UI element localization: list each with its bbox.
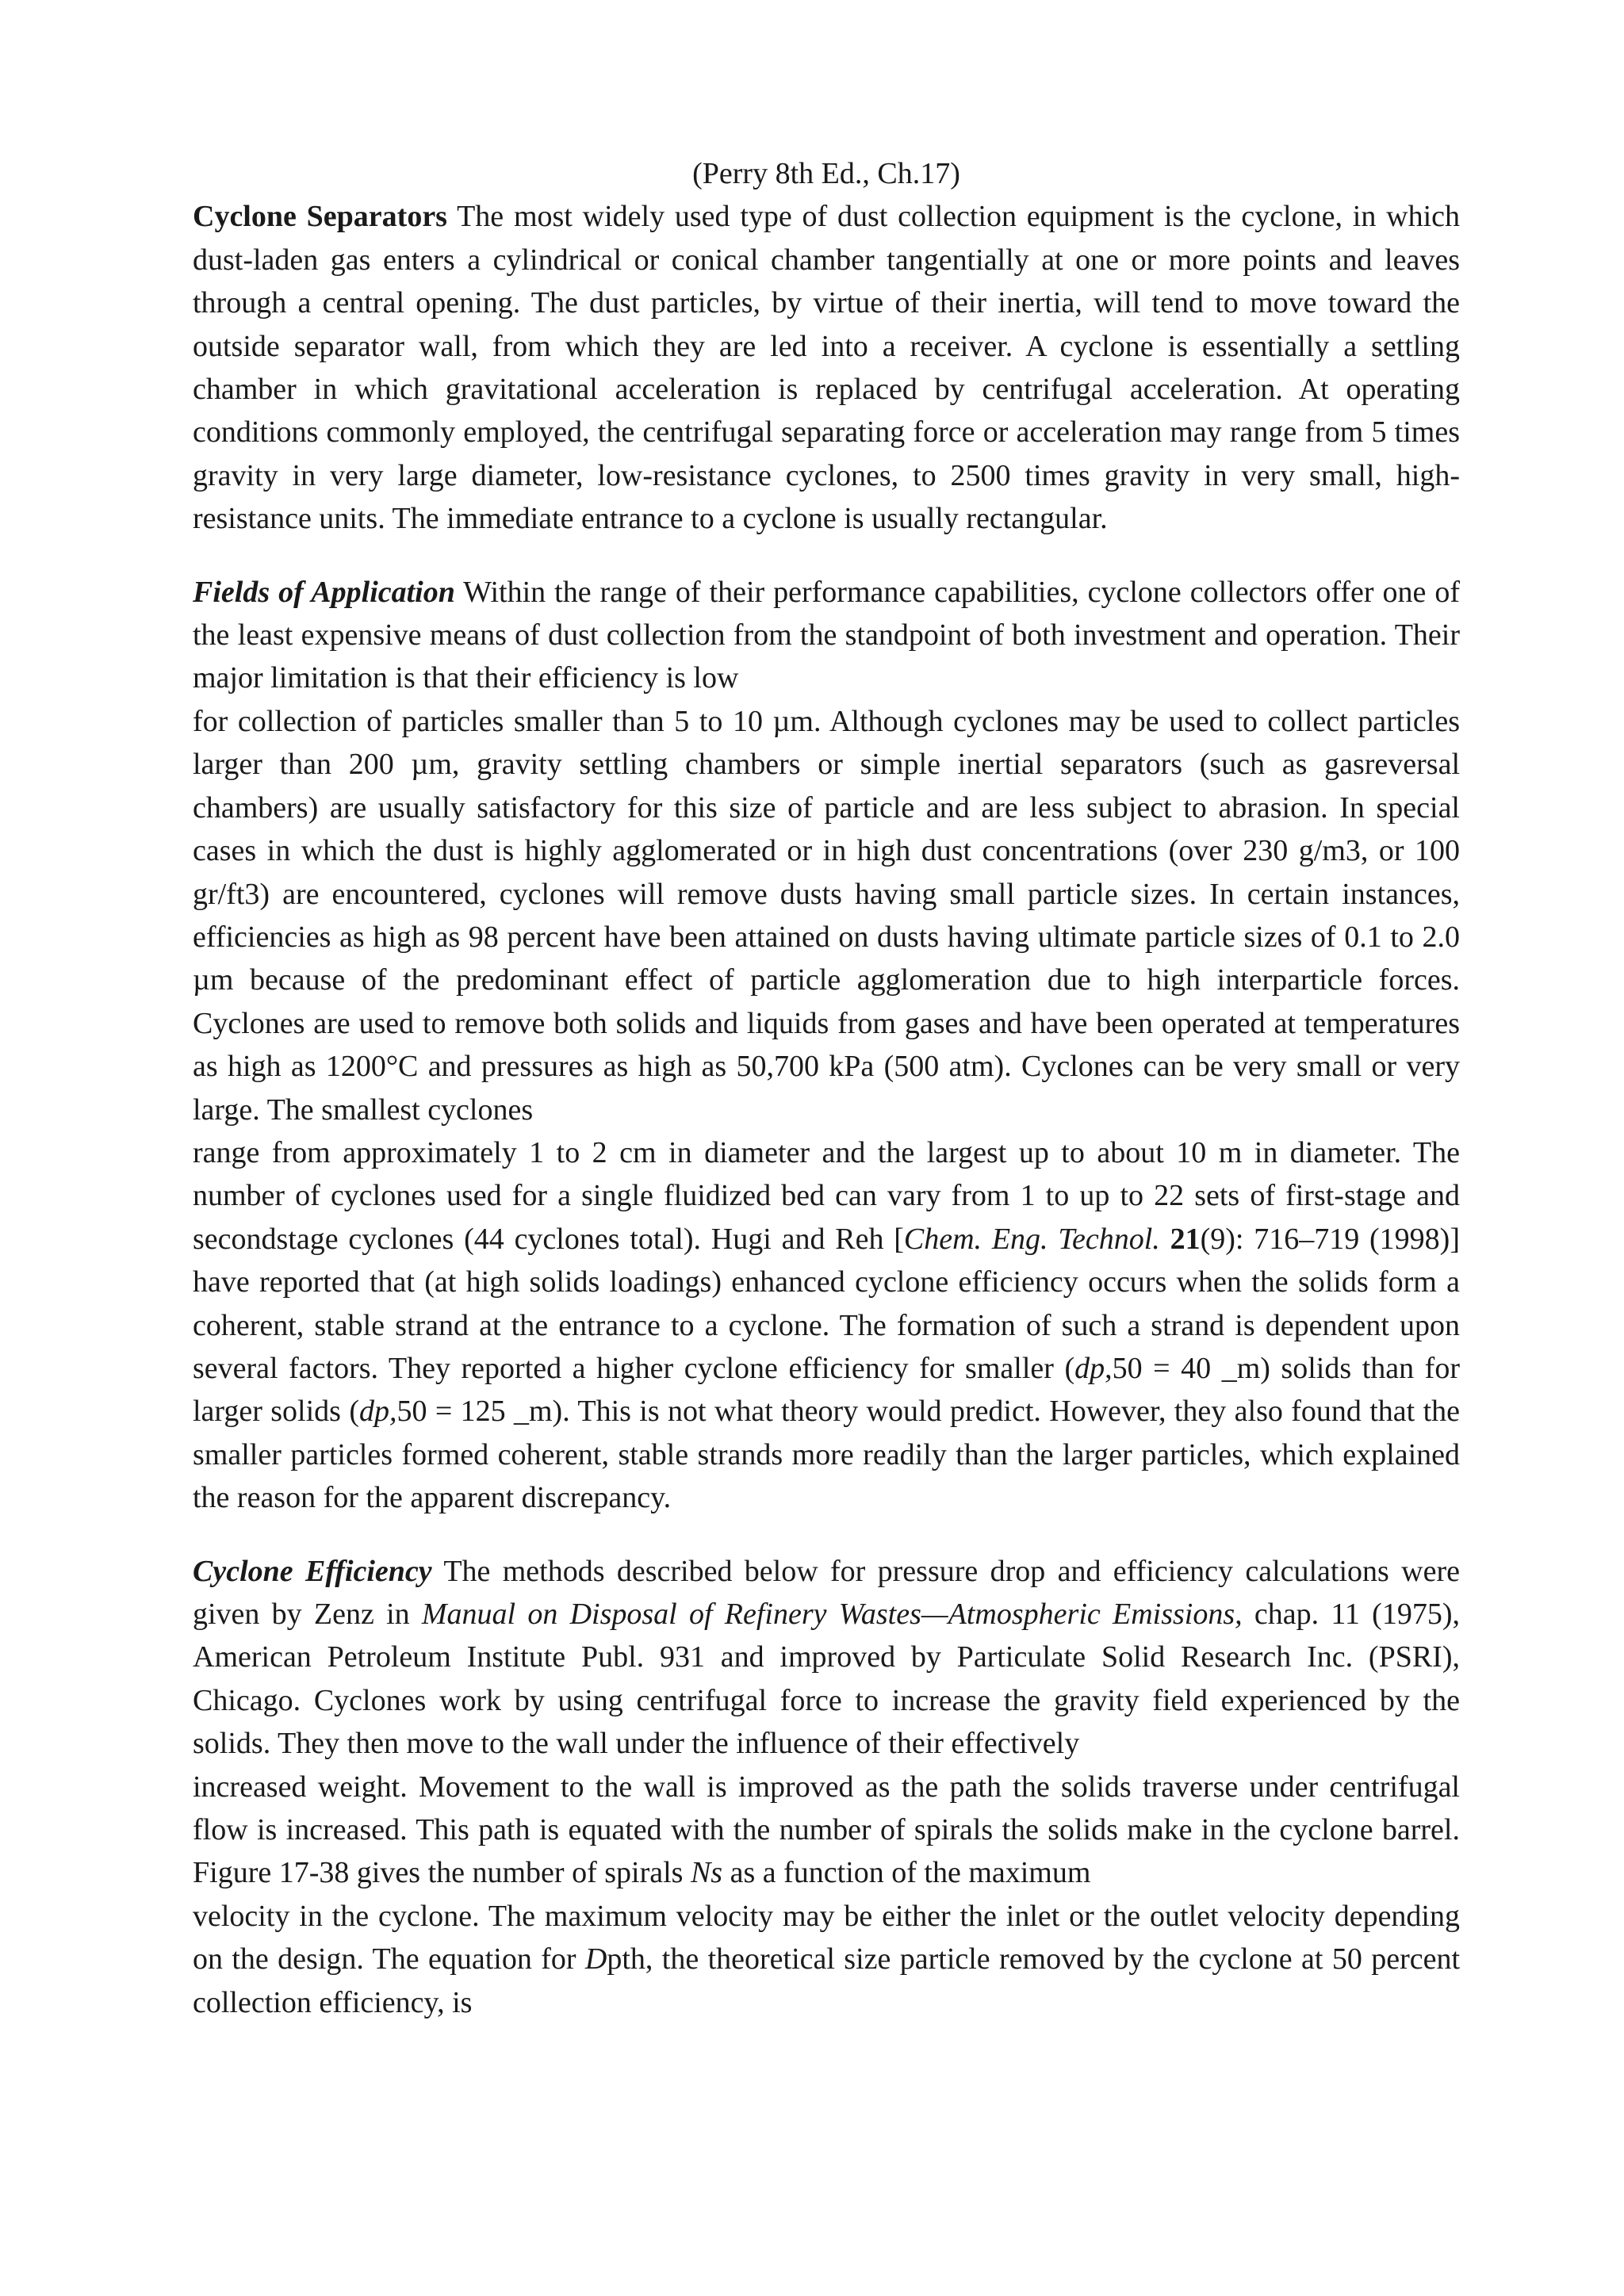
paragraph-text: chap. 11 (1975), American Petroleum Institute Publ. 931 and improved by Particulate Solid Research Inc. (PSRI), Chicago. Cyclones work by using centrifugal force to increase the gravity field experienced by the solids. They then move to the wall under the influence of their effectively: [193, 1598, 1460, 1761]
page-header: (Perry 8th Ed., Ch.17): [692, 157, 960, 190]
paragraph-cyclone-efficiency-body: [193, 1766, 1460, 1895]
dp-symbol: dp,: [358, 1395, 397, 1429]
paragraph-text: increased weight. Movement to the wall is improved as the path the solids traverse under centrifugal flow is increased. This path is equated with the number of spirals the solids make in the cyclone barrel. Figure 17-38 gives the number of spirals: [193, 1770, 1460, 1890]
paragraph-cyclone-separators: [193, 195, 1460, 540]
section-title-cyclone-efficiency: Cyclone Efficiency: [193, 1554, 432, 1588]
paragraph-text: Within the range of their performance capabilities, cyclone collectors offer one of the least expensive means of dust collection from the standpoint of both investment and operation. Their major limitation is that their efficiency is low: [193, 575, 1460, 695]
section-title-cyclone-separators: Cyclone Separators: [193, 200, 447, 234]
paragraph-fields-of-application-continued: [193, 1131, 1460, 1520]
paragraph-cyclone-efficiency-continued: [193, 1895, 1460, 2024]
d-symbol: D: [584, 1942, 607, 1976]
manual-title: Manual on Disposal of Refinery Wastes—Atmospheric Emissions,: [421, 1598, 1243, 1631]
paragraph-cyclone-efficiency-intro: [193, 1550, 1460, 1766]
ns-symbol: Ns: [690, 1856, 723, 1890]
journal-name: Chem. Eng. Technol.: [903, 1222, 1160, 1256]
paragraph-text: pth, the theoretical size particle removed by the cyclone at 50 percent collection efficiency, is: [193, 1942, 1461, 2019]
paragraph-fields-of-application-body: [193, 700, 1460, 1131]
dp-symbol: dp: [1074, 1351, 1105, 1385]
paragraph-text: range from approximately 1 to 2 cm in diameter and the largest up to about 10 m in diameter. The number of cyclones used for a single fluidized bed can vary from 1 to up to 22 sets of first-stage and secondstage cyclones (44 cyclones total). Hugi and Reh [: [193, 1135, 1460, 1256]
paragraph-text: (9): 716–719 (1998)] have reported that (at high solids loadings) enhanced cyclone efficiency occurs when the solids form a coherent, stable strand at the entrance to a cyclone. The formation of such a strand is dependent upon several factors. They reported a higher cyclone efficiency for smaller (: [193, 1222, 1460, 1385]
paragraph-text: as a function of the maximum: [722, 1856, 1091, 1890]
paragraph-text: The most widely used type of dust collection equipment is the cyclone, in which dust-laden gas enters a cylindrical or conical chamber tangentially at one or more points and leaves through a central opening. The dust particles, by virtue of their inertia, will tend to move toward the outside separator wall, from which they are led into a receiver. A cyclone is essentially a settling chamber in which gravitational acceleration is replaced by centrifugal acceleration. At operating conditions commonly employed, the centrifugal separating force or acceleration may range from 5 times gravity in very large diameter, low-resistance cyclones, to 2500 times gravity in very small, high-resistance units. The immediate entrance to a cyclone is usually rectangular.: [193, 200, 1460, 536]
journal-volume: 21: [1170, 1222, 1201, 1256]
document-page: [193, 152, 1460, 2024]
paragraph-text: for collection of particles smaller than 5 to 10 µm. Although cyclones may be used to collect particles larger than 200 µm, gravity settling chambers or simple inertial separators (such as gasreversal chambers) are usually satisfactory for this size of particle and are less subject to abrasion. In special cases in which the dust is highly agglomerated or in high dust concentrations (over 230 g/m3, or 100 gr/ft3) are encountered, cyclones will remove dusts having small particle sizes. In certain instances, efficiencies as high as 98 percent have been attained on dusts having ultimate particle sizes of 0.1 to 2.0 µm because of the predominant effect of particle agglomeration due to high interparticle forces. Cyclones are used to remove both solids and liquids from gases and have been operated at temperatures as high as 1200°C and pressures as high as 50,700 kPa (500 atm). Cyclones can be very small or very large. The smallest cyclones: [193, 704, 1460, 1127]
paragraph-text: The methods described below for pressure drop and efficiency calculations were given by Zenz in: [193, 1554, 1460, 1631]
paragraph-text: velocity in the cyclone. The maximum velocity may be either the inlet or the outlet velocity depending on the design. The equation for: [193, 1899, 1460, 1976]
paragraph-fields-of-application-intro: [193, 571, 1460, 700]
paragraph-text: 50 = 125 _m). This is not what theory would predict. However, they also found that the smaller particles formed coherent, stable strands more readily than the larger particles, which explained the reason for the apparent discrepancy.: [193, 1395, 1461, 1515]
section-title-fields-of-application: Fields of Application: [193, 575, 455, 609]
paragraph-text: ,50 = 40 _m) solids than for larger solids (: [193, 1351, 1460, 1429]
